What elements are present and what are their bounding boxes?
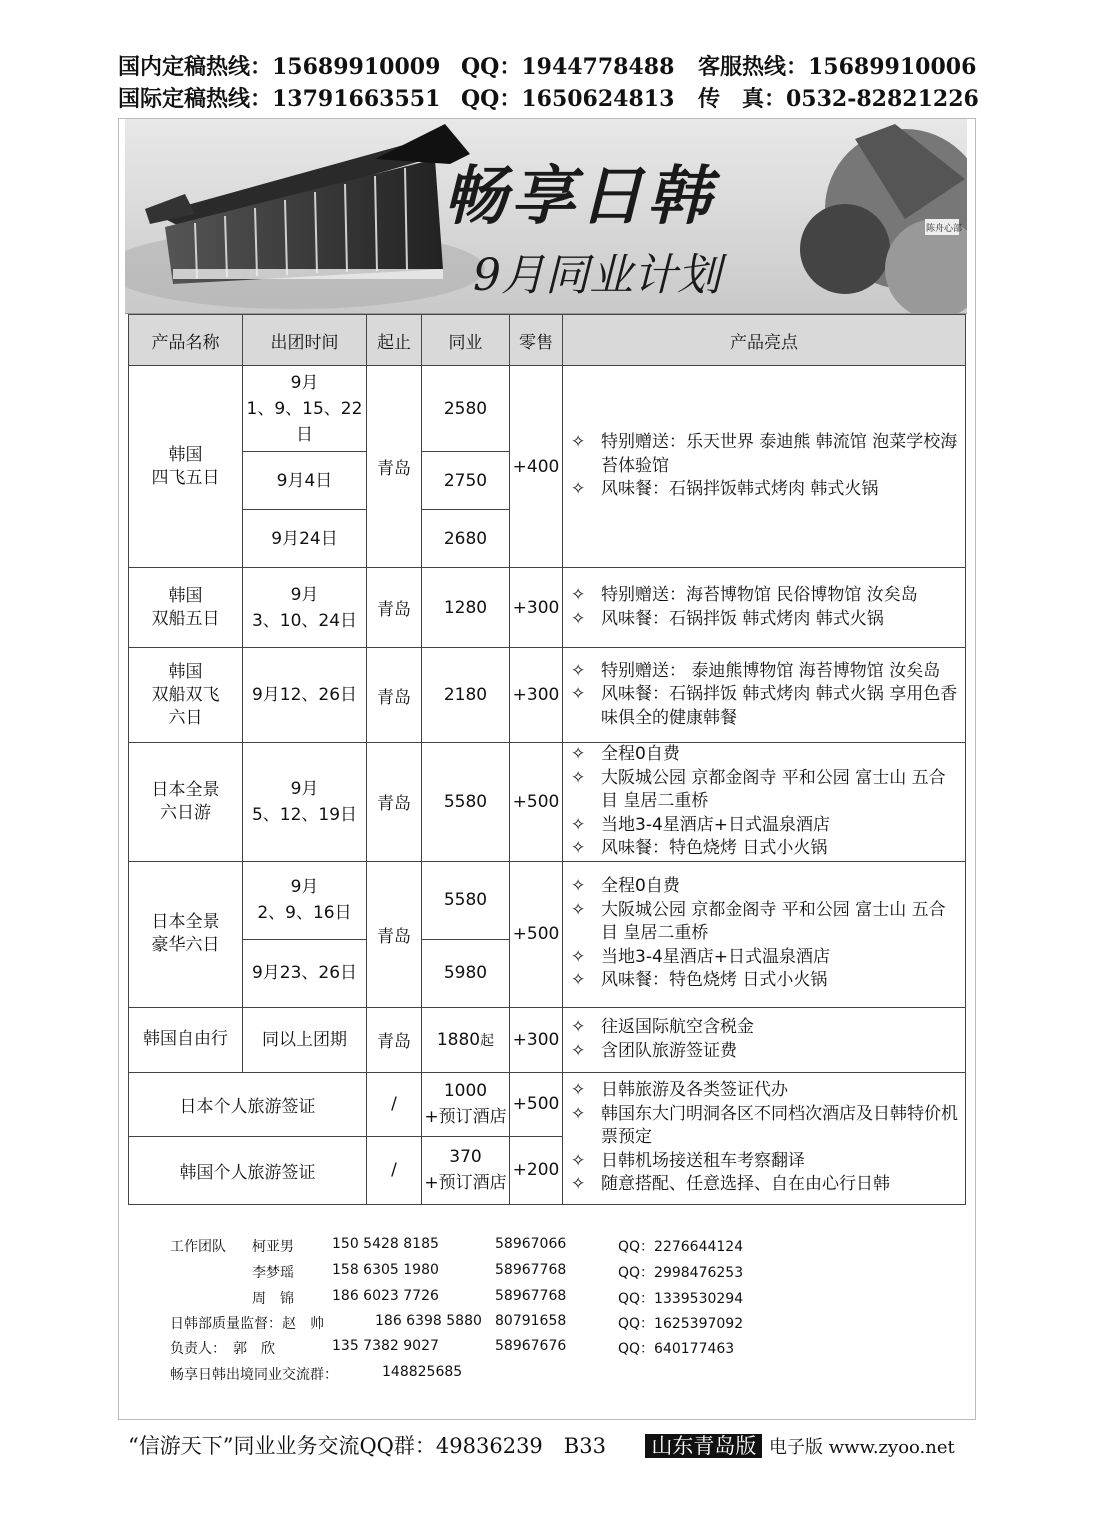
list-item: ✧ 全程0自费 [571,875,959,899]
star-bullet-icon: ✧ [571,1103,586,1124]
product-table [128,314,966,1205]
star-bullet-icon: ✧ [571,744,586,764]
star-bullet-icon: ✧ [571,479,586,500]
list-item: ✧ 含团队旅游签证费 [571,1040,959,1064]
trade-price: 1000 +预订酒店 [422,1072,510,1136]
highlights [563,648,966,743]
city: 青岛 [367,366,422,568]
star-bullet-icon: ✧ [571,1040,586,1061]
depart-date: 9月 1、9、15、22 日 [243,366,367,452]
member-mobile: 186 6023 7726 [332,1288,439,1304]
list-item: ✧ 当地3-4星酒店+日式温泉酒店 [571,814,959,838]
list-item: ✧ 特别赠送：乐天世界 泰迪熊 韩流馆 泡菜学校海苔体验馆 [571,431,959,478]
city: 青岛 [367,568,422,648]
table-row [129,648,966,743]
qq-2: QQ：1650624813 [461,86,675,112]
depart-date: 9月23、26日 [243,939,367,1007]
col-header: 零售 [510,315,563,366]
group-label: 畅享日韩出境同业交流群： [170,1367,338,1383]
depart-date: 同以上团期 [243,1007,367,1072]
star-bullet-icon: ✧ [571,814,586,835]
retail-markup: +200 [510,1136,563,1204]
trade-price: 370 +预订酒店 [422,1136,510,1204]
banner [125,119,967,314]
retail-markup: +500 [510,1072,563,1136]
list-item: ✧ 日韩机场接送租车考察翻译 [571,1150,959,1174]
lead-qq: QQ：640177463 [618,1341,735,1357]
highlights [563,1072,966,1204]
product-name: 日本全景 豪华六日 [129,861,243,1007]
col-header: 出团时间 [243,315,367,366]
table-header [129,315,966,366]
city: 青岛 [367,861,422,1007]
highlights [563,1007,966,1072]
depart-date: 9月4日 [243,452,367,510]
member-tel: 58967066 [495,1236,567,1252]
team-label: 工作团队 [170,1239,226,1255]
member-qq: QQ：2276644124 [618,1239,744,1255]
retail-markup: +500 [510,743,563,862]
qq-1: QQ：1944778488 [461,54,675,80]
product-name: 韩国 双船五日 [129,568,243,648]
fax: 传 真：0532-82821226 [698,86,979,112]
retail-markup: +300 [510,568,563,648]
trade-price: 2580 [422,366,510,452]
member-name: 柯亚男 [252,1239,294,1255]
star-bullet-icon: ✧ [571,946,586,967]
trade-price: 2180 [422,648,510,743]
star-bullet-icon: ✧ [571,1017,586,1037]
banner-title: 畅享日韩 [443,159,715,234]
qc-tel: 80791658 [495,1313,567,1329]
banner-stamp: 陈舟心部 [926,224,963,234]
retail-markup: +400 [510,366,563,568]
list-item: ✧ 风味餐：特色烧烤 日式小火锅 [571,837,959,861]
footer-site: 电子版 www.zyoo.net [769,1437,955,1458]
banner-subtitle: 9月同业计划 [473,250,721,301]
list-item: ✧ 特别赠送：海苔博物馆 民俗博物馆 汝矣岛 [571,584,959,608]
col-header: 产品亮点 [563,315,966,366]
highlights [563,366,966,568]
col-header: 产品名称 [129,315,243,366]
lead-mobile: 135 7382 9027 [332,1338,439,1354]
product-name: 韩国 双船双飞 六日 [129,648,243,743]
product-name: 日本个人旅游签证 [129,1072,367,1136]
city: / [367,1072,422,1136]
table-row [129,743,966,862]
depart-date: 9月 3、10、24日 [243,568,367,648]
highlights [563,743,966,862]
list-item: ✧ 风味餐：特色烧烤 日式小火锅 [571,969,959,993]
lead-tel: 58967676 [495,1338,567,1354]
list-item: ✧ 当地3-4星酒店+日式温泉酒店 [571,946,959,970]
trade-price: 1880起 [422,1007,510,1072]
city: 青岛 [367,648,422,743]
list-item: ✧ 往返国际航空含税金 [571,1016,959,1040]
star-bullet-icon: ✧ [571,1080,586,1101]
qc-mobile: 186 6398 5880 [375,1313,482,1329]
trade-price: 2750 [422,452,510,510]
star-bullet-icon: ✧ [571,838,586,858]
product-name: 韩国个人旅游签证 [129,1136,367,1204]
table-row [129,861,966,939]
depart-date: 9月24日 [243,510,367,568]
star-bullet-icon: ✧ [571,767,586,788]
trade-price: 2680 [422,510,510,568]
trade-price: 5580 [422,743,510,862]
star-bullet-icon: ✧ [571,608,586,629]
member-tel: 58967768 [495,1288,567,1304]
col-header: 起止 [367,315,422,366]
city: 青岛 [367,1007,422,1072]
table-row [129,1072,966,1136]
member-name: 李梦瑶 [252,1265,294,1281]
list-item: ✧ 随意搭配、任意选择、自在由心行日韩 [571,1173,959,1197]
trade-price: 5580 [422,861,510,939]
page-footer [128,1430,955,1460]
star-bullet-icon: ✧ [571,1174,586,1195]
qc-qq: QQ：1625397092 [618,1316,744,1332]
intl-hotline: 国际定稿热线：13791663551 [118,86,441,112]
member-qq: QQ：2998476253 [618,1265,744,1281]
retail-markup: +500 [510,861,563,1007]
list-item: ✧ 日韩旅游及各类签证代办 [571,1079,959,1103]
list-item: ✧ 风味餐：石锅拌饭 韩式烤肉 韩式火锅 享用色香味俱全的健康韩餐 [571,683,959,730]
highlights [563,568,966,648]
member-tel: 58967768 [495,1262,567,1278]
star-bullet-icon: ✧ [571,970,586,991]
star-bullet-icon: ✧ [571,899,586,920]
product-name: 韩国 四飞五日 [129,366,243,568]
member-mobile: 150 5428 8185 [332,1236,439,1252]
depart-date: 9月 2、9、16日 [243,861,367,939]
product-name: 日本全景 六日游 [129,743,243,862]
list-item: ✧ 全程0自费 [571,743,959,767]
list-item: ✧ 特别赠送： 泰迪熊博物馆 海苔博物馆 汝矣岛 [571,660,959,684]
list-item: ✧ 韩国东大门明洞各区不同档次酒店及日韩特价机票预定 [571,1103,959,1150]
footer-text: “信游天下”同业业务交流QQ群：49836239 B33 [128,1434,606,1458]
edition-badge: 山东青岛版 [645,1434,762,1458]
domestic-hotline: 国内定稿热线：15689910009 [118,54,441,80]
qc-label: 日韩部质量监督：赵 帅 [170,1316,324,1332]
group-number: 148825685 [382,1364,463,1380]
retail-markup: +300 [510,1007,563,1072]
member-name: 周 锦 [252,1291,294,1307]
list-item: ✧ 风味餐：石锅拌饭 韩式烤肉 韩式火锅 [571,608,959,632]
product-name: 韩国自由行 [129,1007,243,1072]
retail-markup: +300 [510,648,563,743]
star-bullet-icon: ✧ [571,684,586,705]
member-mobile: 158 6305 1980 [332,1262,439,1278]
highlights [563,861,966,1007]
service-hotline: 客服热线：15689910006 [698,54,977,80]
list-item: ✧ 大阪城公园 京都金阁寺 平和公园 富士山 五合目 皇居二重桥 [571,899,959,946]
depart-date: 9月12、26日 [243,648,367,743]
star-bullet-icon: ✧ [571,585,586,605]
col-header: 同业 [422,315,510,366]
star-bullet-icon: ✧ [571,660,586,681]
trade-price: 1280 [422,568,510,648]
star-bullet-icon: ✧ [571,432,586,453]
table-row [129,1007,966,1072]
depart-date: 9月 5、12、19日 [243,743,367,862]
lead-label: 负责人： 郭 欣 [170,1341,275,1357]
city: / [367,1136,422,1204]
city: 青岛 [367,743,422,862]
member-qq: QQ：1339530294 [618,1291,744,1307]
star-bullet-icon: ✧ [571,876,586,897]
star-bullet-icon: ✧ [571,1150,586,1171]
table-row [129,568,966,648]
table-row [129,366,966,452]
list-item: ✧ 大阪城公园 京都金阁寺 平和公园 富士山 五合目 皇居二重桥 [571,767,959,814]
list-item: ✧ 风味餐：石锅拌饭韩式烤肉 韩式火锅 [571,478,959,502]
trade-price: 5980 [422,939,510,1007]
